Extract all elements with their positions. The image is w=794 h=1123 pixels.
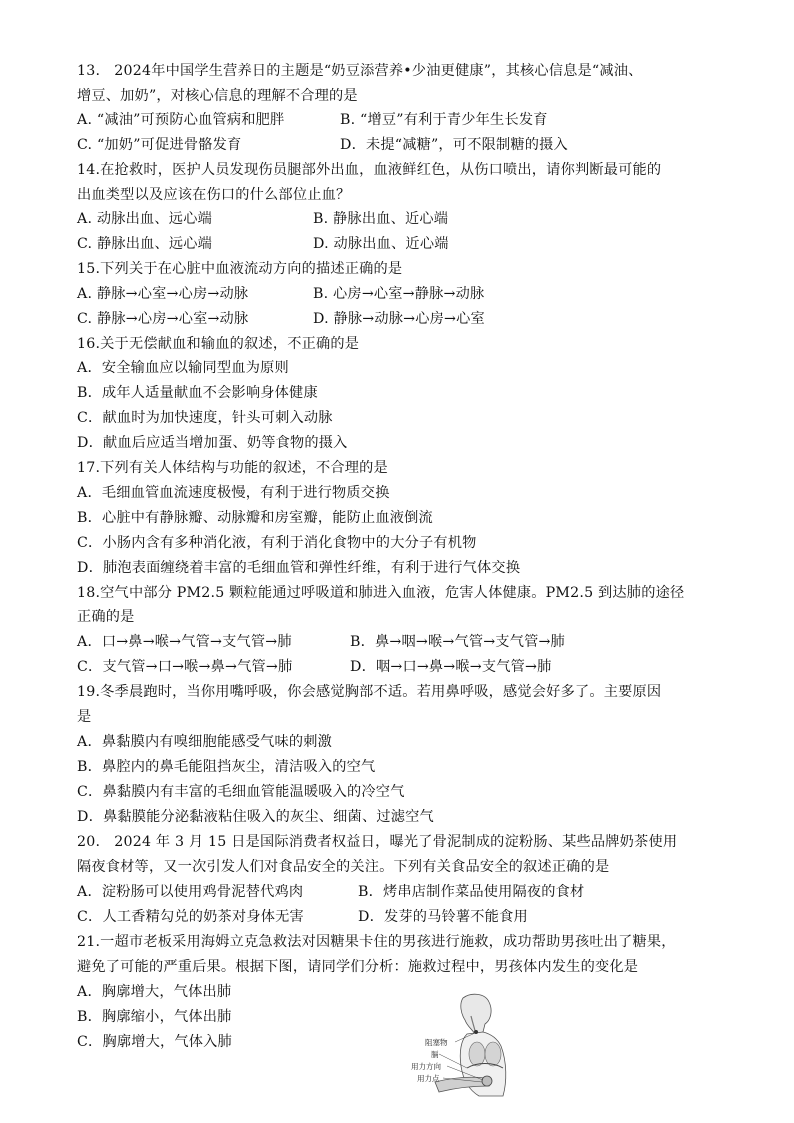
q20-option-d: D．发芽的马铃薯不能食用	[358, 909, 528, 925]
q14-option-c: C. 静脉出血、远心端	[77, 236, 213, 252]
q19-option-c: C．鼻黏膜内有丰富的毛细血管能温暖吸入的冷空气	[77, 784, 405, 800]
fist-shape	[482, 1076, 492, 1086]
q17-option-b: B．心脏中有静脉瓣、动脉瓣和房室瓣，能防止血液倒流	[77, 510, 433, 526]
q21-option-a: A．胸廓增大，气体出肺	[77, 984, 232, 1000]
label-force-direction: 用力方向	[411, 1062, 441, 1071]
q17-stem-line1: 17.下列有关人体结构与功能的叙述，不合理的是	[77, 460, 388, 476]
q14-stem-line1: 14.在抢救时，医护人员发现伤员腿部外出血，血液鲜红色，从伤口喷出，请你判断最可能的	[77, 162, 662, 178]
q20-stem-line1: 20. 2024 年 3 月 15 日是国际消费者权益日，曝光了骨泥制成的淀粉肠、某些品牌奶茶使用	[77, 834, 678, 850]
heimlich-figure	[405, 990, 530, 1100]
q21-stem-line1: 21.一超市老板采用海姆立克急救法对因糖果卡住的男孩进行施救，成功帮助男孩吐出了糖果，	[77, 934, 676, 950]
q18-option-d: D．咽→口→鼻→喉→支气管→肺	[350, 659, 552, 675]
q14-option-b: B. 静脉出血、近心端	[313, 211, 449, 227]
q19-option-d: D．鼻黏膜能分泌黏液粘住吸入的灰尘、细菌、过滤空气	[77, 809, 434, 825]
q18-stem-line1: 18.空气中部分 PM2.5 颗粒能通过呼吸道和肺进入血液，危害人体健康。PM2.5 到达肺的途径	[77, 585, 685, 601]
q13-stem-line1: 13. 2024年中国学生营养日的主题是“奶豆添营养•少油更健康”，其核心信息是“减油、	[77, 63, 643, 79]
q15-option-c: C. 静脉→心房→心室→动脉	[77, 311, 249, 327]
q18-option-a: A．口→鼻→喉→气管→支气管→肺	[77, 634, 292, 650]
left-lung-shape	[469, 1042, 485, 1066]
q19-option-b: B．鼻腔内的鼻毛能阻挡灰尘，清洁吸入的空气	[77, 759, 376, 775]
q18-option-b: B．鼻→咽→喉→气管→支气管→肺	[350, 634, 565, 650]
q14-stem-line2: 出血类型以及应该在伤口的什么部位止血？	[77, 187, 351, 203]
heimlich-illustration	[405, 990, 530, 1100]
q14-option-a: A. 动脉出血、远心端	[77, 211, 212, 227]
q20-option-b: B．烤串店制作菜品使用隔夜的食材	[358, 884, 585, 900]
q16-option-c: C．献血时为加快速度，针头可刺入动脉	[77, 410, 333, 426]
q13-option-b: B. “增豆”有利于青少年生长发育	[340, 112, 548, 128]
q21-stem-line2: 避免了可能的严重后果。根据下图，请同学们分析：施救过程中，男孩体内发生的变化是	[77, 959, 639, 975]
q16-option-d: D．献血后应适当增加蛋、奶等食物的摄入	[77, 435, 348, 451]
label-diaphragm: 膈	[431, 1050, 439, 1059]
q14-option-d: D. 动脉出血、近心端	[313, 236, 449, 252]
q18-option-c: C．支气管→口→喉→鼻→气管→肺	[77, 659, 293, 675]
q21-option-b: B．胸廓缩小，气体出肺	[77, 1009, 232, 1025]
q16-stem-line1: 16.关于无偿献血和输血的叙述，不正确的是	[77, 336, 360, 352]
q13-option-d: D．未提“减糖”，可不限制糖的摄入	[340, 137, 568, 153]
q17-option-a: A．毛细血管血流速度极慢，有利于进行物质交换	[77, 485, 390, 501]
q15-option-d: D. 静脉→动脉→心房→心室	[313, 311, 485, 327]
q19-stem-line2: 是	[77, 709, 92, 725]
right-lung-shape	[485, 1042, 501, 1066]
q13-stem-line2: 增豆、加奶”，对核心信息的理解不合理的是	[77, 88, 358, 104]
q15-stem-line1: 15.下列关于在心脏中血液流动方向的描述正确的是	[77, 261, 403, 277]
q18-stem-line2: 正确的是	[77, 609, 135, 625]
q15-option-a: A. 静脉→心室→心房→动脉	[77, 286, 249, 302]
head-shape	[461, 994, 491, 1034]
q16-option-b: B．成年人适量献血不会影响身体健康	[77, 385, 318, 401]
q20-option-a: A．淀粉肠可以使用鸡骨泥替代鸡肉	[77, 884, 304, 900]
q19-stem-line1: 19.冬季晨跑时，当你用嘴呼吸，你会感觉胸部不适。若用鼻呼吸，感觉会好多了。主要原因	[77, 684, 662, 700]
q20-stem-line2: 隔夜食材等，又一次引发人们对食品安全的关注。下列有关食品安全的叙述正确的是	[77, 859, 610, 875]
q17-option-d: D．肺泡表面缠绕着丰富的毛细血管和弹性纤维，有利于进行气体交换	[77, 560, 521, 576]
q17-option-c: C．小肠内含有多种消化液，有利于消化食物中的大分子有机物	[77, 535, 477, 551]
q13-option-a: A. “减油”可预防心血管病和肥胖	[77, 112, 285, 128]
q21-option-c: C．胸廓增大，气体入肺	[77, 1034, 232, 1050]
q16-option-a: A．安全输血应以输同型血为原则	[77, 360, 289, 376]
q15-option-b: B. 心房→心室→静脉→动脉	[313, 286, 485, 302]
q13-option-c: C. “加奶”可促进骨骼发育	[77, 137, 242, 153]
q19-option-a: A．鼻黏膜内有嗅细胞能感受气味的刺激	[77, 734, 333, 750]
q20-option-c: C．人工香精勾兑的奶茶对身体无害	[77, 909, 304, 925]
label-obstruction: 阻塞物	[425, 1038, 448, 1047]
label-force-point: 用力点	[417, 1074, 440, 1083]
